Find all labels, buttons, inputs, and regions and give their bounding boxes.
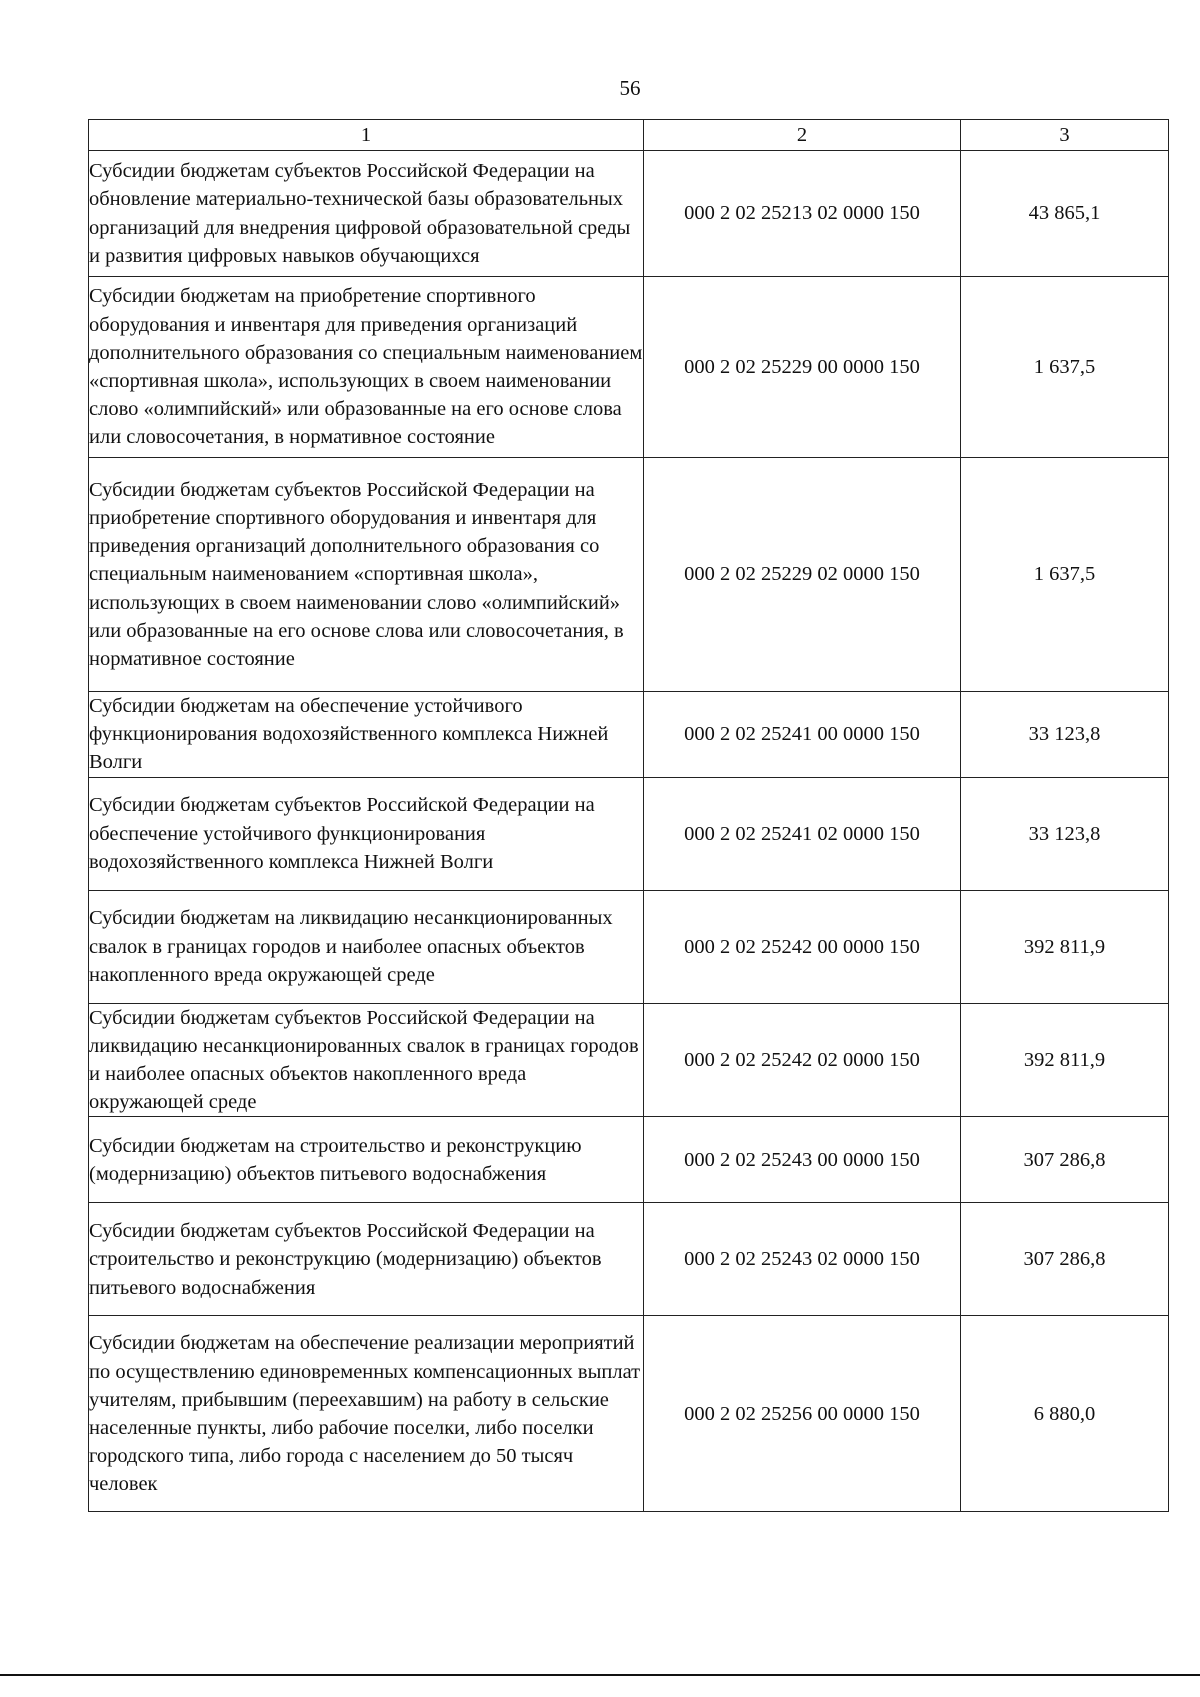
row-amount: 392 811,9 [961,1003,1169,1117]
table-row [89,458,1169,692]
row-amount: 33 123,8 [961,692,1169,778]
footer-rule [0,1674,1200,1676]
table-row [89,1203,1169,1316]
row-description: Субсидии бюджетам субъектов Российской Федерации на строительство и реконструкцию (модернизацию) объектов питьевого водоснабжения [89,1203,644,1316]
row-amount: 33 123,8 [961,777,1169,890]
table-row [89,1316,1169,1512]
row-description: Субсидии бюджетам субъектов Российской Федерации на обеспечение устойчивого функционирования водохозяйственного комплекса Нижней Волги [89,777,644,890]
row-code: 000 2 02 25243 02 0000 150 [644,1203,961,1316]
row-code: 000 2 02 25229 02 0000 150 [644,458,961,692]
table-row [89,1117,1169,1203]
row-code: 000 2 02 25241 00 0000 150 [644,692,961,778]
table-row [89,1003,1169,1117]
row-amount: 307 286,8 [961,1203,1169,1316]
page-number: 56 [619,76,641,100]
column-header-amount: 3 [961,120,1169,151]
table-header-row [89,120,1169,151]
row-amount: 6 880,0 [961,1316,1169,1512]
row-description: Субсидии бюджетам субъектов Российской Федерации на приобретение спортивного оборудования и инвентаря для приведения организаций дополнительного образования со специальным наименованием «спортивная школа», использующих в своем наименовании слово «олимпийский» или образованные на его основе слова или словосочетания, в нормативное состояние [89,458,644,692]
row-code: 000 2 02 25229 00 0000 150 [644,277,961,458]
row-description: Субсидии бюджетам на обеспечение устойчивого функционирования водохозяйственного комплекса Нижней Волги [89,692,644,778]
row-code: 000 2 02 25256 00 0000 150 [644,1316,961,1512]
table-row [89,151,1169,277]
row-code: 000 2 02 25243 00 0000 150 [644,1117,961,1203]
row-amount: 392 811,9 [961,890,1169,1003]
row-code: 000 2 02 25241 02 0000 150 [644,777,961,890]
row-description: Субсидии бюджетам на ликвидацию несанкционированных свалок в границах городов и наиболее опасных объектов накопленного вреда окружающей среде [89,890,644,1003]
row-amount: 1 637,5 [961,277,1169,458]
row-code: 000 2 02 25242 02 0000 150 [644,1003,961,1117]
table-row [89,277,1169,458]
row-description: Субсидии бюджетам на обеспечение реализации мероприятий по осуществлению единовременных компенсационных выплат учителям, прибывшим (переехавшим) на работу в сельские населенные пункты, либо рабочие поселки, либо поселки городского типа, либо города с населением до 50 тысяч человек [89,1316,644,1512]
column-header-code: 2 [644,120,961,151]
table-row [89,692,1169,778]
row-description: Субсидии бюджетам на строительство и реконструкцию (модернизацию) объектов питьевого водоснабжения [89,1117,644,1203]
row-amount: 1 637,5 [961,458,1169,692]
row-description: Субсидии бюджетам субъектов Российской Федерации на ликвидацию несанкционированных свалок в границах городов и наиболее опасных объектов накопленного вреда окружающей среде [89,1003,644,1117]
row-description: Субсидии бюджетам субъектов Российской Федерации на обновление материально-технической базы образовательных организаций для внедрения цифровой образовательной среды и развития цифровых навыков обучающихся [89,151,644,277]
row-description: Субсидии бюджетам на приобретение спортивного оборудования и инвентаря для приведения организаций дополнительного образования со специальным наименованием «спортивная школа», использующих в своем наименовании слово «олимпийский» или образованные на его основе слова или словосочетания, в нормативное состояние [89,277,644,458]
budget-table [88,119,1169,1512]
row-code: 000 2 02 25242 00 0000 150 [644,890,961,1003]
column-header-description: 1 [89,120,644,151]
row-code: 000 2 02 25213 02 0000 150 [644,151,961,277]
table-row [89,777,1169,890]
row-amount: 307 286,8 [961,1117,1169,1203]
table-row [89,890,1169,1003]
row-amount: 43 865,1 [961,151,1169,277]
